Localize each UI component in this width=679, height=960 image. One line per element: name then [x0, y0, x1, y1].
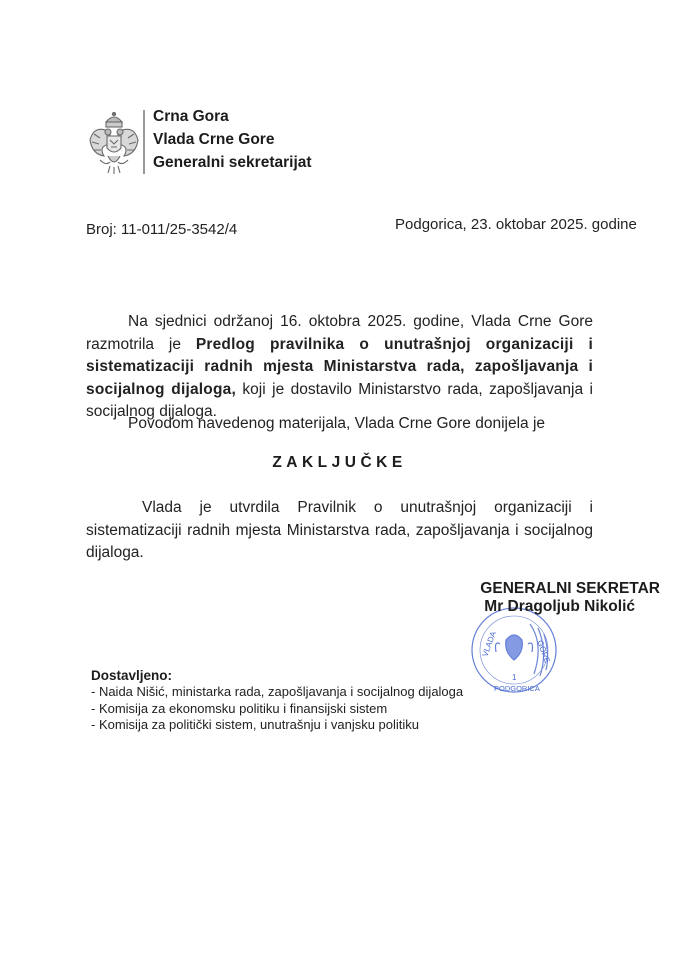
distribution-item: - Komisija za ekonomsku politiku i finansijski sistem	[91, 701, 388, 716]
header-secretariat: Generalni sekretarijat	[153, 154, 312, 171]
conclusions-heading: ZAKLJUČKE	[272, 454, 407, 471]
coat-of-arms-icon	[86, 110, 142, 176]
document-number: Broj: 11-011/25-3542/4	[86, 221, 238, 238]
stamp-number: 1	[512, 673, 517, 682]
paragraph-intro: Na sjednici održanoj 16. oktobra 2025. godine, Vlada Crne Gore razmotrila je	[86, 313, 593, 353]
paragraph-decision-text: Povodom navedenog materijala, Vlada Crne Gore donijela je	[128, 415, 546, 432]
paragraph-session	[86, 311, 593, 424]
paragraph-conclusion-text: Vlada je utvrdila Pravilnik o unutrašnjoj organizaciji i sistematizaciji radnih mjesta Ministarstva rada, zapošljavanja i socijalnog dijaloga.	[86, 499, 593, 562]
header-government: Vlada Crne Gore	[153, 131, 275, 148]
stamp-text-left: VLADA	[480, 630, 498, 658]
stamp-text-right: GORE	[535, 639, 552, 665]
official-stamp	[470, 604, 566, 696]
paragraph-outro: koji je dostavilo Ministarstvo rada, zapošljavanja i socijalnog dijaloga.	[86, 380, 593, 421]
paragraph-subject: Predlog pravilnika o unutrašnjoj organizaciji i sistematizaciji radnih mjesta Ministarstva rada, zapošljavanja i socijalnog dijaloga,	[86, 335, 594, 398]
distribution-title: Dostavljeno:	[91, 668, 173, 683]
signatory-title: GENERALNI SEKRETAR	[480, 580, 660, 597]
distribution-item: - Naida Nišić, ministarka rada, zapošljavanja i socijalnog dijaloga	[91, 684, 464, 699]
stamp-city: PODGORICA	[494, 684, 540, 693]
signatory-name: Mr Dragoljub Nikolić	[484, 598, 635, 615]
paragraph-conclusion	[86, 497, 593, 565]
distribution-item: - Komisija za politički sistem, unutrašnju i vanjsku politiku	[91, 717, 420, 732]
header-divider	[143, 110, 145, 174]
place-and-date: Podgorica, 23. oktobar 2025. godine	[395, 216, 637, 233]
paragraph-decision	[86, 413, 593, 436]
header-country: Crna Gora	[153, 108, 229, 125]
